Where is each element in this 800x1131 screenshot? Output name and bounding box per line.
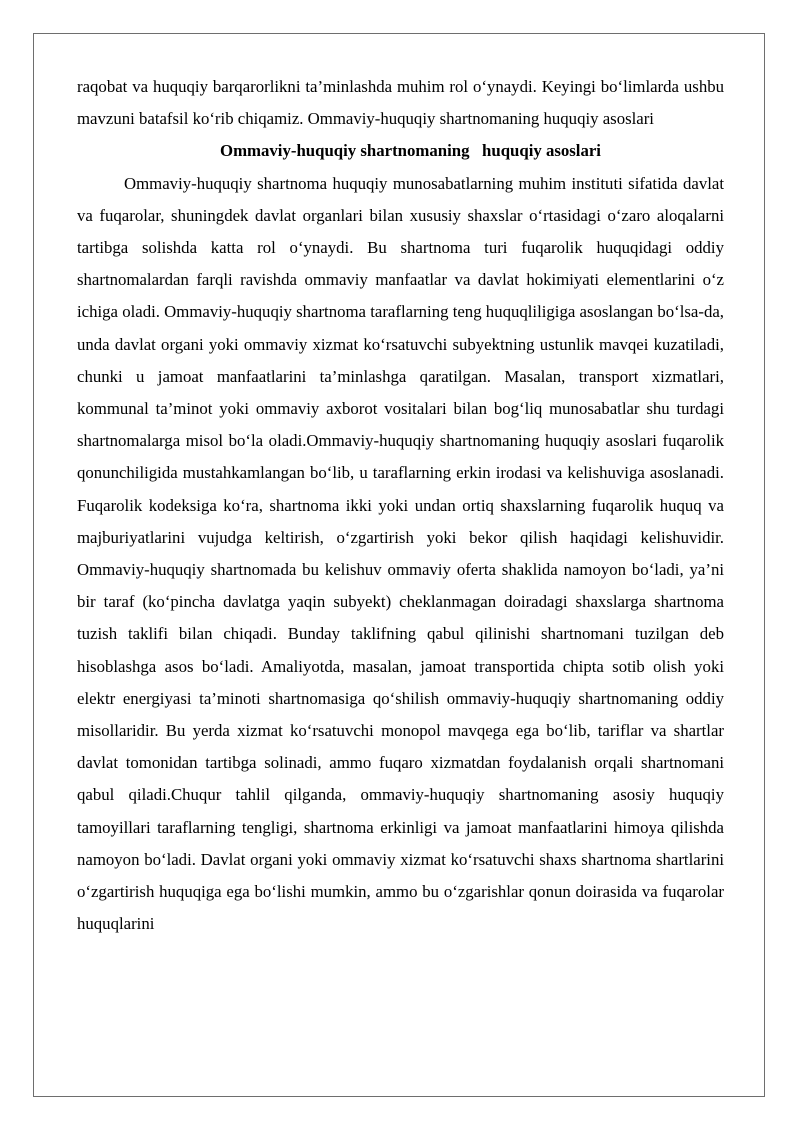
continued-paragraph: raqobat va huquqiy barqarorlikni ta’minlashda muhim rol o‘ynaydi. Keyingi bo‘limlarda ushbu mavzuni batafsil ko‘rib chiqamiz. Ommaviy-huquqiy shartnomaning huquqiy asoslari: [77, 77, 724, 129]
document-body: [77, 71, 724, 940]
main-paragraph: Ommaviy-huquqiy shartnoma huquqiy munosabatlarning muhim instituti sifatida davlat va fuqarolar, shuningdek davlat organlari bilan xususiy shaxslar o‘rtasidagi o‘zaro aloqalarni tartibga solishda katta rol o‘ynaydi. Bu shartnoma turi fuqarolik huquqidagi oddiy shartnomalardan farqli ravishda ommaviy manfaatlar va davlat hokimiyati elementlarini o‘z ichiga oladi. Ommaviy-huquqiy shartnoma taraflarning teng huquqliligiga asoslangan bo‘lsa-da, unda davlat organi yoki ommaviy xizmat ko‘rsatuvchi subyektning ustunlik mavqei kuzatiladi, chunki u jamoat manfaatlarini ta’minlashga qaratilgan. Masalan, transport xizmatlari, kommunal ta’minot yoki ommaviy axborot vositalari bilan bog‘liq munosabatlar shu turdagi shartnomalarga misol bo‘la oladi.Ommaviy-huquqiy shartnomaning huquqiy asoslari fuqarolik qonunchiligida mustahkamlangan bo‘lib, u taraflarning erkin irodasi va kelishuviga asoslanadi. Fuqarolik kodeksiga ko‘ra, shartnoma ikki yoki undan ortiq shaxslarning fuqarolik huquq va majburiyatlarini vujudga keltirish, o‘zgartirish yoki bekor qilish haqidagi kelishuvidir. Ommaviy-huquqiy shartnomada bu kelishuv ommaviy oferta shaklida namoyon bo‘ladi, ya’ni bir taraf (ko‘pincha davlatga yaqin subyekt) cheklanmagan doiradagi shaxslarga shartnoma tuzish taklifi bilan chiqadi. Bunday taklifning qabul qilinishi shartnomani tuzilgan deb hisoblashga asos bo‘ladi. Amaliyotda, masalan, jamoat transportida chipta sotib olish yoki elektr energiyasi ta’minoti shartnomasiga qo‘shilish ommaviy-huquqiy shartnomaning oddiy misollaridir. Bu yerda xizmat ko‘rsatuvchi monopol mavqega ega bo‘lib, tariflar va shartlar davlat tomonidan tartibga solinadi, ammo fuqaro xizmatdan foydalanish orqali shartnomani qabul qiladi.Chuqur tahlil qilganda, ommaviy-huquqiy shartnomaning asosiy huquqiy tamoyillari taraflarning tengligi, shartnoma erkinligi va jamoat manfaatlarini himoya qilishda namoyon bo‘ladi. Davlat organi yoki ommaviy xizmat ko‘rsatuvchi shaxs shartnoma shartlarini o‘zgartirish huquqiga ega bo‘lishi mumkin, ammo bu o‘zgarishlar qonun doirasida va fuqarolar huquqlarini: [77, 173, 724, 934]
section-heading: Ommaviy-huquqiy shartnomaning huquqiy asoslari: [220, 141, 601, 161]
